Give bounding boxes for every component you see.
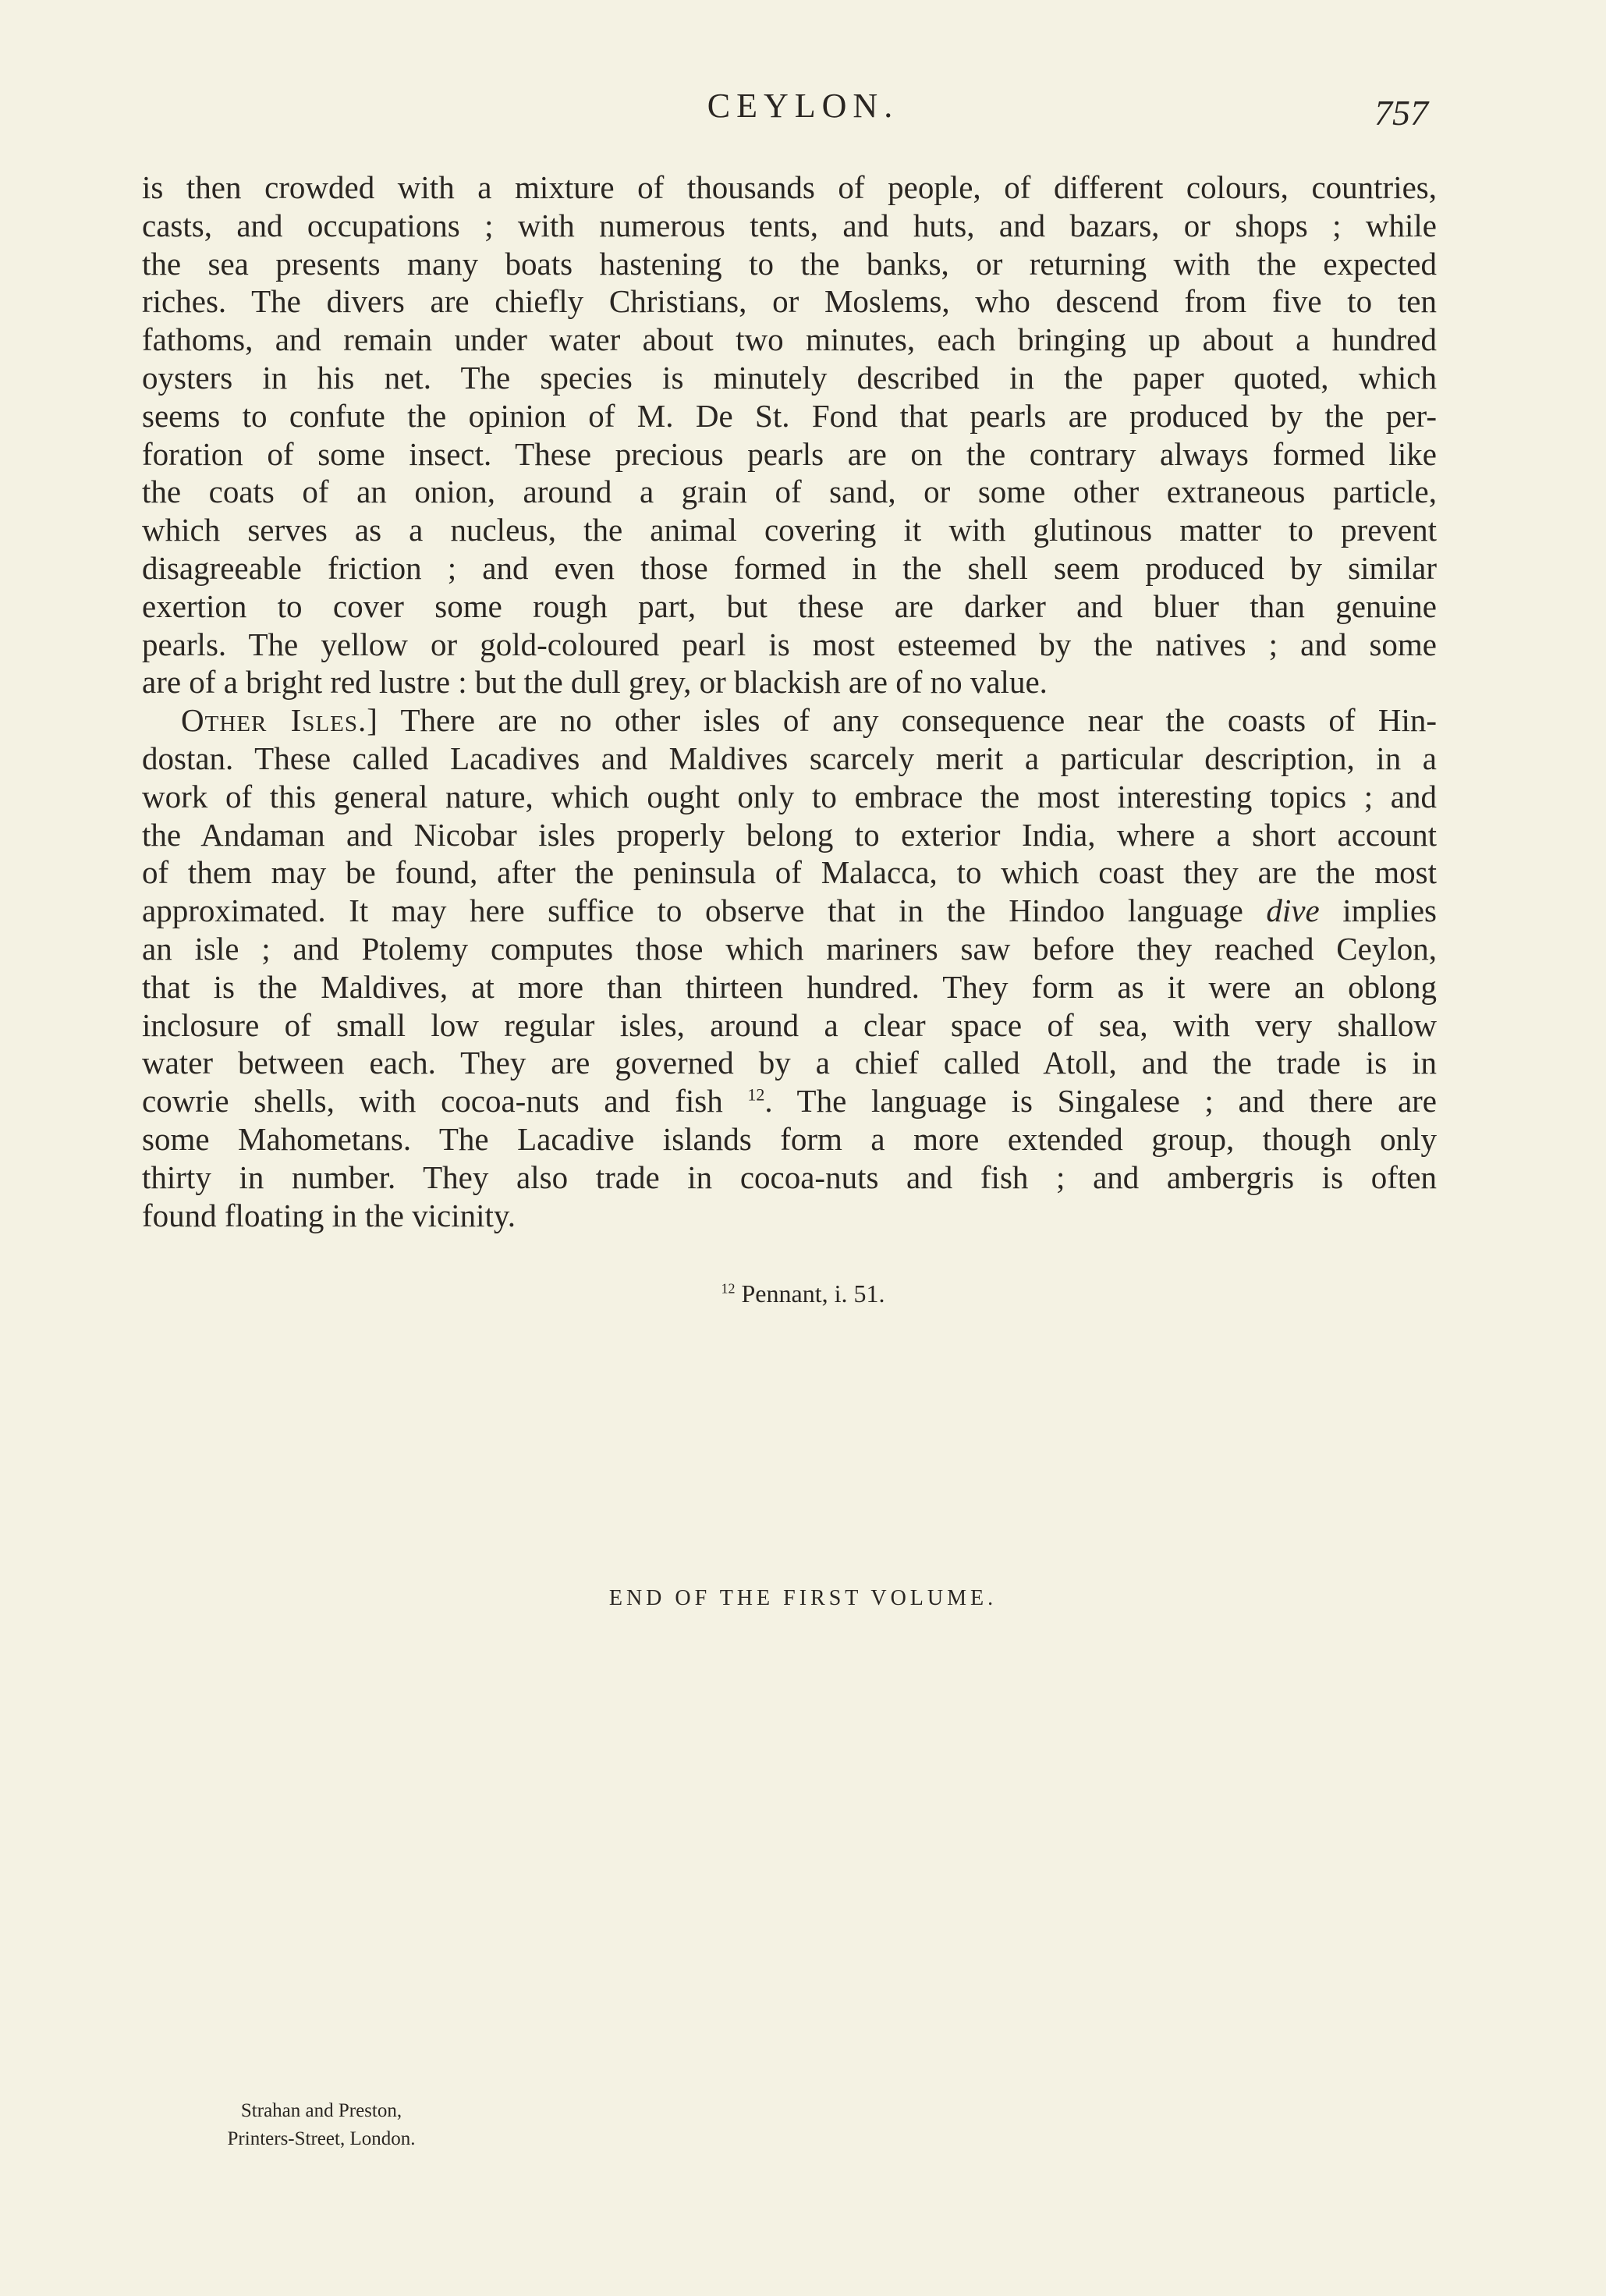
text-line: casts, and occupations ; with numerous tents, and huts, and bazars, or shops ; while xyxy=(142,207,1437,243)
text-line: foration of some insect. These precious pearls are on the contrary always formed like xyxy=(142,435,1437,472)
text-line: water between each. They are governed by a chief called Atoll, and the trade is in xyxy=(142,1045,1437,1081)
paragraph-other-isles xyxy=(142,701,1437,1234)
text-line: are of a bright red lustre : but the dull grey, or blackish are of no value. xyxy=(142,664,1048,701)
footnote-mark: 12 xyxy=(721,1280,736,1297)
text-line: disagreeable friction ; and even those formed in the shell seem produced by similar xyxy=(142,549,1437,586)
text-line: dostan. These called Lacadives and Maldives scarcely merit a particular description, in a xyxy=(142,740,1437,776)
text-line: found floating in the vicinity. xyxy=(142,1197,516,1233)
footnote-text: Pennant, i. 51. xyxy=(735,1279,885,1308)
end-of-volume-notice: END OF THE FIRST VOLUME. xyxy=(608,1586,998,1610)
text-span: cowrie shells, with cocoa-nuts and fish xyxy=(142,1083,748,1120)
text-line: which serves as a nucleus, the animal covering it with glutinous matter to prevent xyxy=(142,512,1437,548)
text-line: pearls. The yellow or gold-coloured pearl is most esteemed by the natives ; and some xyxy=(142,626,1437,662)
body-text xyxy=(142,169,1437,1234)
page-number: 757 xyxy=(1374,93,1428,133)
text-line: fathoms, and remain under water about two minutes, each bringing up about a hundred xyxy=(142,321,1437,358)
footnote-reference: 12 xyxy=(747,1084,765,1105)
imprint-line: Strahan and Preston, xyxy=(240,2100,402,2121)
italic-word-dive: dive xyxy=(1266,892,1320,929)
footnote xyxy=(0,1279,1606,1308)
text-line: work of this general nature, which ought only to embrace the most interesting topics ; and xyxy=(142,778,1437,814)
text-line: that is the Maldives, at more than thirteen hundred. They form as it were an oblong xyxy=(142,968,1437,1005)
text-line: thirty in number. They also trade in cocoa-nuts and fish ; and ambergris is often xyxy=(142,1159,1437,1195)
text-line: oysters in his net. The species is minutely described in the paper quoted, which xyxy=(142,359,1437,396)
imprint-line: Printers-Street, London. xyxy=(227,2128,416,2149)
text-line: is then crowded with a mixture of thousands of people, of different colours, countries, xyxy=(142,169,1437,205)
running-title: CEYLON. xyxy=(707,87,899,125)
text-line: some Mahometans. The Lacadive islands form a more extended group, though only xyxy=(142,1120,1437,1157)
text-line: the sea presents many boats hastening to the banks, or returning with the expected xyxy=(142,245,1437,282)
text-line: an isle ; and Ptolemy computes those which mariners saw before they reached Ceylon, xyxy=(142,930,1437,967)
text-line xyxy=(142,1082,1437,1120)
text-line: the coats of an onion, around a grain of sand, or some other extraneous particle, xyxy=(142,474,1437,510)
text-line xyxy=(142,892,1437,930)
text-line: inclosure of small low regular isles, around a clear space of sea, with very shallow xyxy=(142,1006,1437,1043)
text-line: exertion to cover some rough part, but these are darker and bluer than genuine xyxy=(142,587,1437,624)
text-span: . The language is Singalese ; and there are xyxy=(764,1083,1437,1120)
text-line: of them may be found, after the peninsula of Malacca, to which coast they are the most xyxy=(142,854,1437,891)
text-line: riches. The divers are chiefly Christians, or Moslems, who descend from five to ten xyxy=(142,283,1437,320)
text-span: There are no other isles of any consequence near the coasts of Hin- xyxy=(378,702,1437,739)
text-line: seems to confute the opinion of M. De St. Fond that pearls are produced by the per- xyxy=(142,397,1437,434)
printer-imprint xyxy=(181,2097,462,2153)
text-line: the Andaman and Nicobar isles properly belong to exterior India, where a short account xyxy=(142,816,1437,853)
text-span: implies xyxy=(1319,892,1437,929)
text-line xyxy=(142,701,1437,740)
text-span: approximated. It may here suffice to observe that in the Hindoo language xyxy=(142,892,1267,929)
section-heading-other-isles: Other Isles.] xyxy=(181,702,378,739)
paragraph-pearl-fishery xyxy=(142,169,1437,701)
